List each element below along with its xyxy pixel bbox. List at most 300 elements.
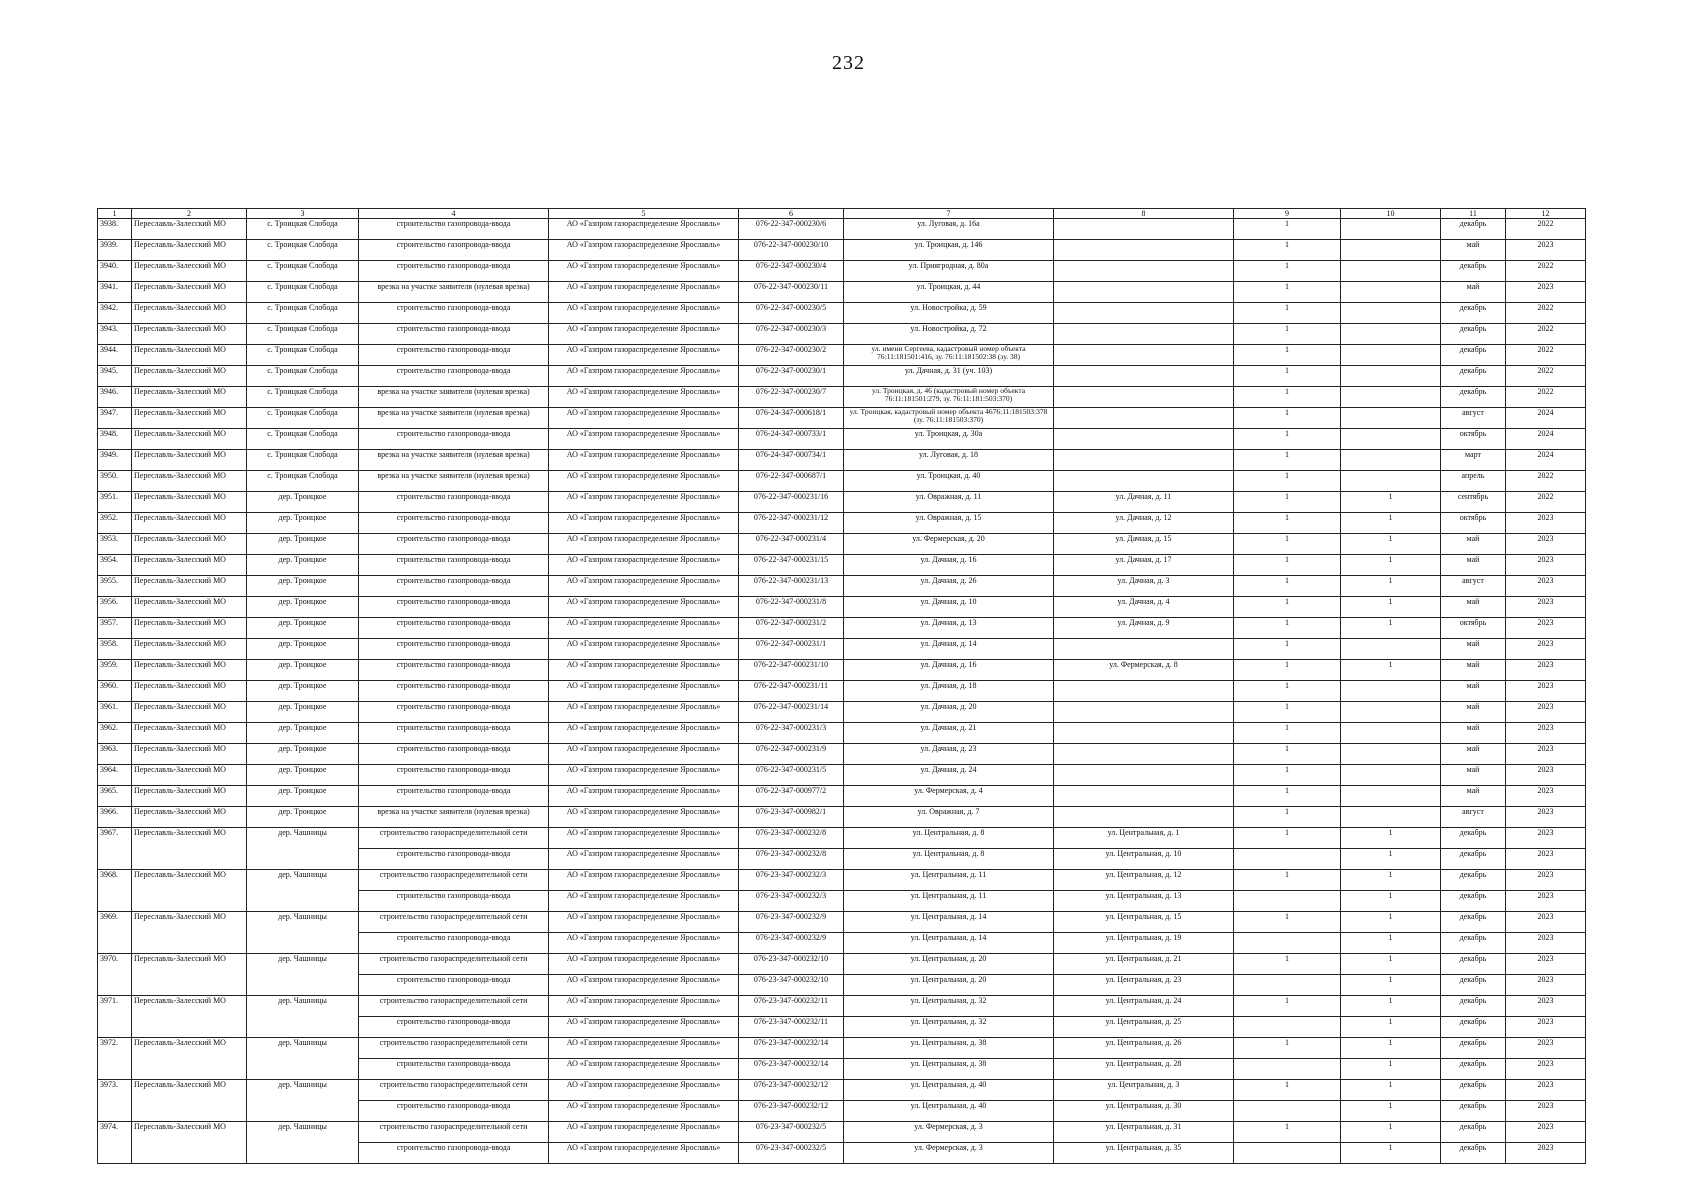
- count-col10: [1341, 324, 1441, 345]
- table-row: [98, 345, 1586, 366]
- row-number: 3965.: [98, 786, 132, 807]
- address: ул. Троицкая, д. 30а: [844, 429, 1054, 450]
- contract-code: 076-22-347-000231/1: [739, 639, 844, 660]
- organization: АО «Газпром газораспределение Ярославль»: [549, 1143, 739, 1164]
- table-row: [98, 954, 1586, 975]
- settlement: [247, 975, 359, 996]
- table-row: [98, 870, 1586, 891]
- row-number: 3950.: [98, 471, 132, 492]
- settlement: с. Троицкая Слобода: [247, 303, 359, 324]
- additional-address: ул. Центральная, д. 3: [1054, 1080, 1234, 1101]
- settlement: дер. Чашницы: [247, 870, 359, 891]
- table-row: [98, 891, 1586, 912]
- address: ул. Новостройка, д. 59: [844, 303, 1054, 324]
- settlement: дер. Чашницы: [247, 1122, 359, 1143]
- settlement: дер. Троицкое: [247, 513, 359, 534]
- row-number: [98, 933, 132, 954]
- organization: АО «Газпром газораспределение Ярославль»: [549, 513, 739, 534]
- year: 2023: [1506, 1122, 1586, 1143]
- count-col9: [1234, 933, 1341, 954]
- organization: АО «Газпром газораспределение Ярославль»: [549, 1038, 739, 1059]
- contract-code: 076-23-347-000232/3: [739, 891, 844, 912]
- row-number: 3939.: [98, 240, 132, 261]
- month: декабрь: [1441, 366, 1506, 387]
- count-col9: 1: [1234, 450, 1341, 471]
- row-number: [98, 891, 132, 912]
- address: ул. Фермерская, д. 3: [844, 1122, 1054, 1143]
- settlement: с. Троицкая Слобода: [247, 324, 359, 345]
- year: 2023: [1506, 513, 1586, 534]
- settlement: с. Троицкая Слобода: [247, 240, 359, 261]
- year: 2022: [1506, 345, 1586, 366]
- year: 2023: [1506, 1080, 1586, 1101]
- row-number: 3973.: [98, 1080, 132, 1101]
- settlement: дер. Троицкое: [247, 765, 359, 786]
- address: ул. Дачная, д. 31 (уч. 103): [844, 366, 1054, 387]
- organization: АО «Газпром газораспределение Ярославль»: [549, 1101, 739, 1122]
- settlement: с. Троицкая Слобода: [247, 471, 359, 492]
- work-type: строительство газопровода-ввода: [359, 366, 549, 387]
- organization: АО «Газпром газораспределение Ярославль»: [549, 1017, 739, 1038]
- address: ул. Центральная, д. 11: [844, 870, 1054, 891]
- month: август: [1441, 807, 1506, 828]
- contract-code: 076-22-347-000231/10: [739, 660, 844, 681]
- year: 2022: [1506, 303, 1586, 324]
- organization: АО «Газпром газораспределение Ярославль»: [549, 282, 739, 303]
- count-col10: 1: [1341, 1059, 1441, 1080]
- settlement: с. Троицкая Слобода: [247, 450, 359, 471]
- municipality: Переславль-Залесский МО: [132, 408, 247, 429]
- municipality: Переславль-Залесский МО: [132, 744, 247, 765]
- municipality: Переславль-Залесский МО: [132, 492, 247, 513]
- settlement: [247, 849, 359, 870]
- count-col9: [1234, 1101, 1341, 1122]
- municipality: Переславль-Залесский МО: [132, 240, 247, 261]
- month: декабрь: [1441, 1080, 1506, 1101]
- contract-code: 076-22-347-000231/11: [739, 681, 844, 702]
- contract-code: 076-22-347-000231/5: [739, 765, 844, 786]
- month: декабрь: [1441, 1101, 1506, 1122]
- count-col9: 1: [1234, 744, 1341, 765]
- row-number: 3971.: [98, 996, 132, 1017]
- row-number: [98, 849, 132, 870]
- work-type: строительство газопровода-ввода: [359, 765, 549, 786]
- work-type: строительство газораспределительной сети: [359, 1122, 549, 1143]
- count-col9: 1: [1234, 1038, 1341, 1059]
- work-type: строительство газопровода-ввода: [359, 891, 549, 912]
- additional-address: [1054, 681, 1234, 702]
- count-col9: 1: [1234, 366, 1341, 387]
- month: октябрь: [1441, 513, 1506, 534]
- address: ул. Центральная, д. 14: [844, 933, 1054, 954]
- settlement: с. Троицкая Слобода: [247, 282, 359, 303]
- row-number: 3948.: [98, 429, 132, 450]
- table-row: [98, 429, 1586, 450]
- additional-address: ул. Дачная, д. 4: [1054, 597, 1234, 618]
- count-col9: 1: [1234, 870, 1341, 891]
- year: 2024: [1506, 408, 1586, 429]
- settlement: с. Троицкая Слобода: [247, 261, 359, 282]
- table-row: [98, 912, 1586, 933]
- month: декабрь: [1441, 828, 1506, 849]
- year: 2023: [1506, 282, 1586, 303]
- organization: АО «Газпром газораспределение Ярославль»: [549, 240, 739, 261]
- count-col10: [1341, 408, 1441, 429]
- table-row: [98, 975, 1586, 996]
- count-col10: 1: [1341, 534, 1441, 555]
- row-number: 3951.: [98, 492, 132, 513]
- organization: АО «Газпром газораспределение Ярославль»: [549, 408, 739, 429]
- count-col9: 1: [1234, 681, 1341, 702]
- contract-code: 076-22-347-000687/1: [739, 471, 844, 492]
- count-col10: [1341, 765, 1441, 786]
- contract-code: 076-22-347-000231/8: [739, 597, 844, 618]
- month: декабрь: [1441, 261, 1506, 282]
- table-row: [98, 303, 1586, 324]
- column-header: 11: [1441, 209, 1506, 219]
- settlement: [247, 1101, 359, 1122]
- address: ул. Центральная, д. 38: [844, 1038, 1054, 1059]
- contract-code: 076-22-347-000230/2: [739, 345, 844, 366]
- settlement: дер. Троицкое: [247, 597, 359, 618]
- count-col9: 1: [1234, 828, 1341, 849]
- year: 2023: [1506, 849, 1586, 870]
- table-row: [98, 576, 1586, 597]
- year: 2023: [1506, 765, 1586, 786]
- row-number: 3947.: [98, 408, 132, 429]
- organization: АО «Газпром газораспределение Ярославль»: [549, 429, 739, 450]
- row-number: 3963.: [98, 744, 132, 765]
- month: декабрь: [1441, 324, 1506, 345]
- address: ул. Дачная, д. 26: [844, 576, 1054, 597]
- row-number: 3968.: [98, 870, 132, 891]
- municipality: Переславль-Залесский МО: [132, 261, 247, 282]
- row-number: 3938.: [98, 219, 132, 240]
- contract-code: 076-22-347-000230/7: [739, 387, 844, 408]
- additional-address: [1054, 282, 1234, 303]
- address: ул. Троицкая, д. 146: [844, 240, 1054, 261]
- year: 2023: [1506, 1143, 1586, 1164]
- year: 2023: [1506, 702, 1586, 723]
- year: 2023: [1506, 891, 1586, 912]
- organization: АО «Газпром газораспределение Ярославль»: [549, 660, 739, 681]
- table-row: [98, 1059, 1586, 1080]
- count-col10: [1341, 219, 1441, 240]
- month: май: [1441, 282, 1506, 303]
- settlement: дер. Троицкое: [247, 618, 359, 639]
- municipality: Переславль-Залесский МО: [132, 681, 247, 702]
- work-type: строительство газораспределительной сети: [359, 1080, 549, 1101]
- table-row: [98, 1038, 1586, 1059]
- year: 2023: [1506, 1038, 1586, 1059]
- organization: АО «Газпром газораспределение Ярославль»: [549, 702, 739, 723]
- contract-code: 076-22-347-000977/2: [739, 786, 844, 807]
- count-col9: 1: [1234, 597, 1341, 618]
- municipality: Переславль-Залесский МО: [132, 345, 247, 366]
- contract-code: 076-22-347-000231/9: [739, 744, 844, 765]
- year: 2023: [1506, 597, 1586, 618]
- work-type: строительство газопровода-ввода: [359, 576, 549, 597]
- year: 2023: [1506, 870, 1586, 891]
- table-row: [98, 828, 1586, 849]
- count-col10: [1341, 786, 1441, 807]
- contract-code: 076-23-347-000232/5: [739, 1122, 844, 1143]
- additional-address: ул. Дачная, д. 15: [1054, 534, 1234, 555]
- address: ул. Центральная, д. 40: [844, 1080, 1054, 1101]
- month: декабрь: [1441, 387, 1506, 408]
- month: декабрь: [1441, 303, 1506, 324]
- row-number: 3958.: [98, 639, 132, 660]
- work-type: строительство газопровода-ввода: [359, 240, 549, 261]
- year: 2022: [1506, 366, 1586, 387]
- month: декабрь: [1441, 1059, 1506, 1080]
- municipality: Переславль-Залесский МО: [132, 534, 247, 555]
- count-col10: 1: [1341, 618, 1441, 639]
- organization: АО «Газпром газораспределение Ярославль»: [549, 639, 739, 660]
- month: декабрь: [1441, 219, 1506, 240]
- contract-code: 076-23-347-000232/11: [739, 996, 844, 1017]
- organization: АО «Газпром газораспределение Ярославль»: [549, 303, 739, 324]
- additional-address: ул. Центральная, д. 12: [1054, 870, 1234, 891]
- row-number: 3960.: [98, 681, 132, 702]
- additional-address: [1054, 387, 1234, 408]
- count-col10: 1: [1341, 1080, 1441, 1101]
- address: ул. Дачная, д. 13: [844, 618, 1054, 639]
- column-header: 9: [1234, 209, 1341, 219]
- work-type: строительство газопровода-ввода: [359, 492, 549, 513]
- count-col9: 1: [1234, 660, 1341, 681]
- work-type: строительство газораспределительной сети: [359, 954, 549, 975]
- count-col10: [1341, 429, 1441, 450]
- municipality: [132, 1059, 247, 1080]
- municipality: Переславль-Залесский МО: [132, 807, 247, 828]
- contract-code: 076-22-347-000230/11: [739, 282, 844, 303]
- month: декабрь: [1441, 870, 1506, 891]
- organization: АО «Газпром газораспределение Ярославль»: [549, 681, 739, 702]
- count-col9: 1: [1234, 408, 1341, 429]
- year: 2023: [1506, 1017, 1586, 1038]
- work-type: строительство газопровода-ввода: [359, 345, 549, 366]
- month: декабрь: [1441, 849, 1506, 870]
- settlement: [247, 891, 359, 912]
- work-type: строительство газопровода-ввода: [359, 681, 549, 702]
- page-number: 232: [832, 52, 865, 74]
- count-col10: 1: [1341, 933, 1441, 954]
- contract-code: 076-23-347-000232/10: [739, 975, 844, 996]
- count-col10: [1341, 240, 1441, 261]
- count-col9: 1: [1234, 282, 1341, 303]
- settlement: [247, 1017, 359, 1038]
- work-type: строительство газораспределительной сети: [359, 912, 549, 933]
- count-col10: [1341, 261, 1441, 282]
- count-col10: [1341, 744, 1441, 765]
- column-number-row: [98, 209, 1586, 219]
- additional-address: ул. Дачная, д. 3: [1054, 576, 1234, 597]
- settlement: дер. Троицкое: [247, 555, 359, 576]
- additional-address: [1054, 702, 1234, 723]
- settlement: дер. Чашницы: [247, 1080, 359, 1101]
- month: декабрь: [1441, 996, 1506, 1017]
- municipality: Переславль-Залесский МО: [132, 660, 247, 681]
- organization: АО «Газпром газораспределение Ярославль»: [549, 555, 739, 576]
- address: ул. Фермерская, д. 20: [844, 534, 1054, 555]
- municipality: Переславль-Залесский МО: [132, 723, 247, 744]
- month: май: [1441, 765, 1506, 786]
- gasification-table: [97, 208, 1586, 1164]
- contract-code: 076-23-347-000232/9: [739, 912, 844, 933]
- address: ул. Центральная, д. 40: [844, 1101, 1054, 1122]
- table-row: [98, 765, 1586, 786]
- contract-code: 076-22-347-000231/15: [739, 555, 844, 576]
- count-col9: 1: [1234, 618, 1341, 639]
- contract-code: 076-22-347-000231/16: [739, 492, 844, 513]
- additional-address: [1054, 765, 1234, 786]
- count-col10: [1341, 345, 1441, 366]
- count-col9: 1: [1234, 261, 1341, 282]
- row-number: 3954.: [98, 555, 132, 576]
- year: 2023: [1506, 1059, 1586, 1080]
- settlement: с. Троицкая Слобода: [247, 408, 359, 429]
- count-col9: 1: [1234, 387, 1341, 408]
- column-header: 6: [739, 209, 844, 219]
- table-row: [98, 219, 1586, 240]
- count-col10: [1341, 471, 1441, 492]
- row-number: [98, 1101, 132, 1122]
- organization: АО «Газпром газораспределение Ярославль»: [549, 870, 739, 891]
- count-col9: 1: [1234, 513, 1341, 534]
- organization: АО «Газпром газораспределение Ярославль»: [549, 534, 739, 555]
- table-row: [98, 681, 1586, 702]
- work-type: врезка на участке заявителя (нулевая врезка): [359, 408, 549, 429]
- year: 2023: [1506, 828, 1586, 849]
- count-col10: 1: [1341, 996, 1441, 1017]
- settlement: дер. Троицкое: [247, 492, 359, 513]
- month: декабрь: [1441, 1143, 1506, 1164]
- year: 2024: [1506, 450, 1586, 471]
- contract-code: 076-23-347-000232/12: [739, 1101, 844, 1122]
- contract-code: 076-22-347-000231/14: [739, 702, 844, 723]
- contract-code: 076-22-347-000231/4: [739, 534, 844, 555]
- additional-address: ул. Центральная, д. 25: [1054, 1017, 1234, 1038]
- month: декабрь: [1441, 1038, 1506, 1059]
- settlement: с. Троицкая Слобода: [247, 345, 359, 366]
- work-type: строительство газопровода-ввода: [359, 660, 549, 681]
- table-row: [98, 555, 1586, 576]
- settlement: [247, 1143, 359, 1164]
- additional-address: [1054, 324, 1234, 345]
- municipality: Переславль-Залесский МО: [132, 282, 247, 303]
- organization: АО «Газпром газораспределение Ярославль»: [549, 996, 739, 1017]
- year: 2023: [1506, 786, 1586, 807]
- additional-address: [1054, 450, 1234, 471]
- table-row: [98, 933, 1586, 954]
- settlement: дер. Чашницы: [247, 954, 359, 975]
- year: 2023: [1506, 723, 1586, 744]
- address: ул. Центральная, д. 8: [844, 828, 1054, 849]
- count-col9: [1234, 1017, 1341, 1038]
- column-header: 1: [98, 209, 132, 219]
- row-number: 3946.: [98, 387, 132, 408]
- table-body: [98, 219, 1586, 1164]
- work-type: врезка на участке заявителя (нулевая врезка): [359, 387, 549, 408]
- year: 2022: [1506, 219, 1586, 240]
- count-col9: 1: [1234, 429, 1341, 450]
- row-number: 3970.: [98, 954, 132, 975]
- column-header: 12: [1506, 209, 1586, 219]
- address: ул. Центральная, д. 38: [844, 1059, 1054, 1080]
- organization: АО «Газпром газораспределение Ярославль»: [549, 828, 739, 849]
- organization: АО «Газпром газораспределение Ярославль»: [549, 387, 739, 408]
- year: 2022: [1506, 324, 1586, 345]
- count-col10: 1: [1341, 828, 1441, 849]
- count-col9: 1: [1234, 996, 1341, 1017]
- table-row: [98, 702, 1586, 723]
- month: май: [1441, 597, 1506, 618]
- additional-address: ул. Центральная, д. 26: [1054, 1038, 1234, 1059]
- address: ул. Дачная, д. 14: [844, 639, 1054, 660]
- contract-code: 076-23-347-000232/9: [739, 933, 844, 954]
- month: декабрь: [1441, 912, 1506, 933]
- work-type: строительство газопровода-ввода: [359, 513, 549, 534]
- organization: АО «Газпром газораспределение Ярославль»: [549, 492, 739, 513]
- count-col9: 1: [1234, 1122, 1341, 1143]
- settlement: дер. Троицкое: [247, 681, 359, 702]
- table-row: [98, 492, 1586, 513]
- table-row: [98, 1017, 1586, 1038]
- additional-address: ул. Дачная, д. 17: [1054, 555, 1234, 576]
- count-col9: 1: [1234, 492, 1341, 513]
- organization: АО «Газпром газораспределение Ярославль»: [549, 618, 739, 639]
- address: ул. Центральная, д. 14: [844, 912, 1054, 933]
- organization: АО «Газпром газораспределение Ярославль»: [549, 1122, 739, 1143]
- table-row: [98, 471, 1586, 492]
- settlement: дер. Троицкое: [247, 534, 359, 555]
- row-number: 3945.: [98, 366, 132, 387]
- settlement: дер. Троицкое: [247, 744, 359, 765]
- year: 2023: [1506, 534, 1586, 555]
- table-row: [98, 324, 1586, 345]
- additional-address: [1054, 408, 1234, 429]
- contract-code: 076-24-347-000733/1: [739, 429, 844, 450]
- table-row: [98, 387, 1586, 408]
- organization: АО «Газпром газораспределение Ярославль»: [549, 933, 739, 954]
- row-number: 3969.: [98, 912, 132, 933]
- additional-address: ул. Центральная, д. 30: [1054, 1101, 1234, 1122]
- contract-code: 076-22-347-000230/1: [739, 366, 844, 387]
- count-col10: 1: [1341, 555, 1441, 576]
- address: ул. Троицкая, д. 46 (кадастровый номер объекта 76:11:181501:279, зу. 76:11:181:503:370): [844, 387, 1054, 408]
- count-col10: 1: [1341, 1122, 1441, 1143]
- municipality: Переславль-Залесский МО: [132, 387, 247, 408]
- municipality: Переславль-Залесский МО: [132, 912, 247, 933]
- year: 2024: [1506, 429, 1586, 450]
- additional-address: ул. Центральная, д. 28: [1054, 1059, 1234, 1080]
- table-row: [98, 450, 1586, 471]
- row-number: [98, 1059, 132, 1080]
- count-col10: 1: [1341, 1038, 1441, 1059]
- contract-code: 076-23-347-000232/8: [739, 828, 844, 849]
- table-row: [98, 618, 1586, 639]
- year: 2023: [1506, 933, 1586, 954]
- municipality: Переславль-Залесский МО: [132, 702, 247, 723]
- work-type: строительство газопровода-ввода: [359, 744, 549, 765]
- municipality: Переславль-Залесский МО: [132, 576, 247, 597]
- settlement: дер. Троицкое: [247, 723, 359, 744]
- month: май: [1441, 240, 1506, 261]
- work-type: строительство газопровода-ввода: [359, 702, 549, 723]
- work-type: строительство газопровода-ввода: [359, 261, 549, 282]
- municipality: [132, 933, 247, 954]
